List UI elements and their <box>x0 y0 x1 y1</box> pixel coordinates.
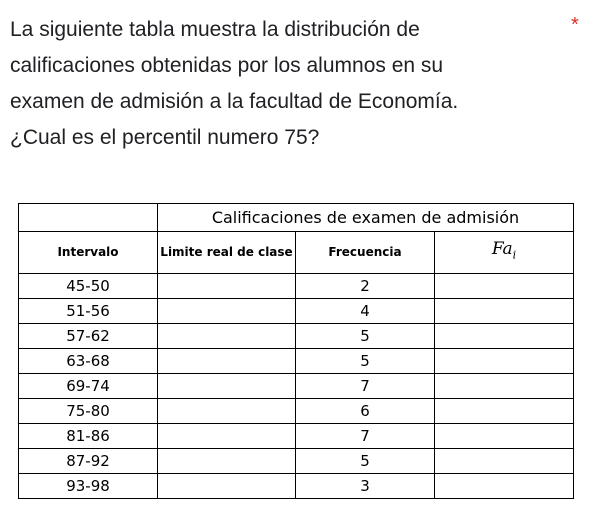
interval-cell: 51-56 <box>19 299 158 324</box>
table-row <box>19 449 574 474</box>
table-row <box>19 324 574 349</box>
frequency-cell: 2 <box>296 274 435 299</box>
real-limit-cell <box>158 474 296 499</box>
header-frequency: Frecuencia <box>296 232 435 274</box>
fa-cell <box>435 424 574 449</box>
real-limit-cell <box>158 299 296 324</box>
frequency-cell: 5 <box>296 324 435 349</box>
frequency-cell: 5 <box>296 349 435 374</box>
table-title-row <box>19 204 574 232</box>
interval-cell: 69-74 <box>19 374 158 399</box>
table-row <box>19 274 574 299</box>
header-real-limit: Limite real de clase <box>158 232 296 274</box>
fa-cell <box>435 274 574 299</box>
table-row <box>19 299 574 324</box>
real-limit-cell <box>158 449 296 474</box>
header-fa <box>435 232 574 274</box>
frequency-cell: 7 <box>296 424 435 449</box>
interval-cell: 93-98 <box>19 474 158 499</box>
fa-cell <box>435 349 574 374</box>
header-fa-subscript: i <box>512 248 517 262</box>
header-interval: Intervalo <box>19 232 158 274</box>
frequency-cell: 7 <box>296 374 435 399</box>
question-line-2: calificaciones obtenidas por los alumnos en su <box>10 54 444 77</box>
interval-cell: 63-68 <box>19 349 158 374</box>
real-limit-cell <box>158 324 296 349</box>
table-row <box>19 474 574 499</box>
frequency-cell: 5 <box>296 449 435 474</box>
header-fa-symbol: Fa <box>491 239 513 260</box>
table-header-row <box>19 232 574 274</box>
question-line-4: ¿Cual es el percentil numero 75? <box>10 126 320 149</box>
table-row <box>19 374 574 399</box>
required-asterisk: * <box>571 14 579 36</box>
fa-cell <box>435 449 574 474</box>
frequency-cell: 6 <box>296 399 435 424</box>
fa-cell <box>435 374 574 399</box>
fa-cell <box>435 324 574 349</box>
table-body <box>19 274 574 499</box>
fa-cell <box>435 474 574 499</box>
table-row <box>19 349 574 374</box>
real-limit-cell <box>158 399 296 424</box>
real-limit-cell <box>158 374 296 399</box>
interval-cell: 57-62 <box>19 324 158 349</box>
question-text <box>10 12 560 156</box>
table-row <box>19 399 574 424</box>
real-limit-cell <box>158 274 296 299</box>
interval-cell: 45-50 <box>19 274 158 299</box>
question-line-3: examen de admisión a la facultad de Economía. <box>10 90 459 113</box>
table-title: Calificaciones de examen de admisión <box>158 204 574 232</box>
interval-cell: 81-86 <box>19 424 158 449</box>
real-limit-cell <box>158 349 296 374</box>
fa-cell <box>435 299 574 324</box>
grades-table <box>18 203 574 499</box>
fa-cell <box>435 399 574 424</box>
interval-cell: 87-92 <box>19 449 158 474</box>
real-limit-cell <box>158 424 296 449</box>
frequency-cell: 3 <box>296 474 435 499</box>
question-line-1: La siguiente tabla muestra la distribución de <box>10 18 420 41</box>
interval-cell: 75-80 <box>19 399 158 424</box>
frequency-cell: 4 <box>296 299 435 324</box>
table-row <box>19 424 574 449</box>
